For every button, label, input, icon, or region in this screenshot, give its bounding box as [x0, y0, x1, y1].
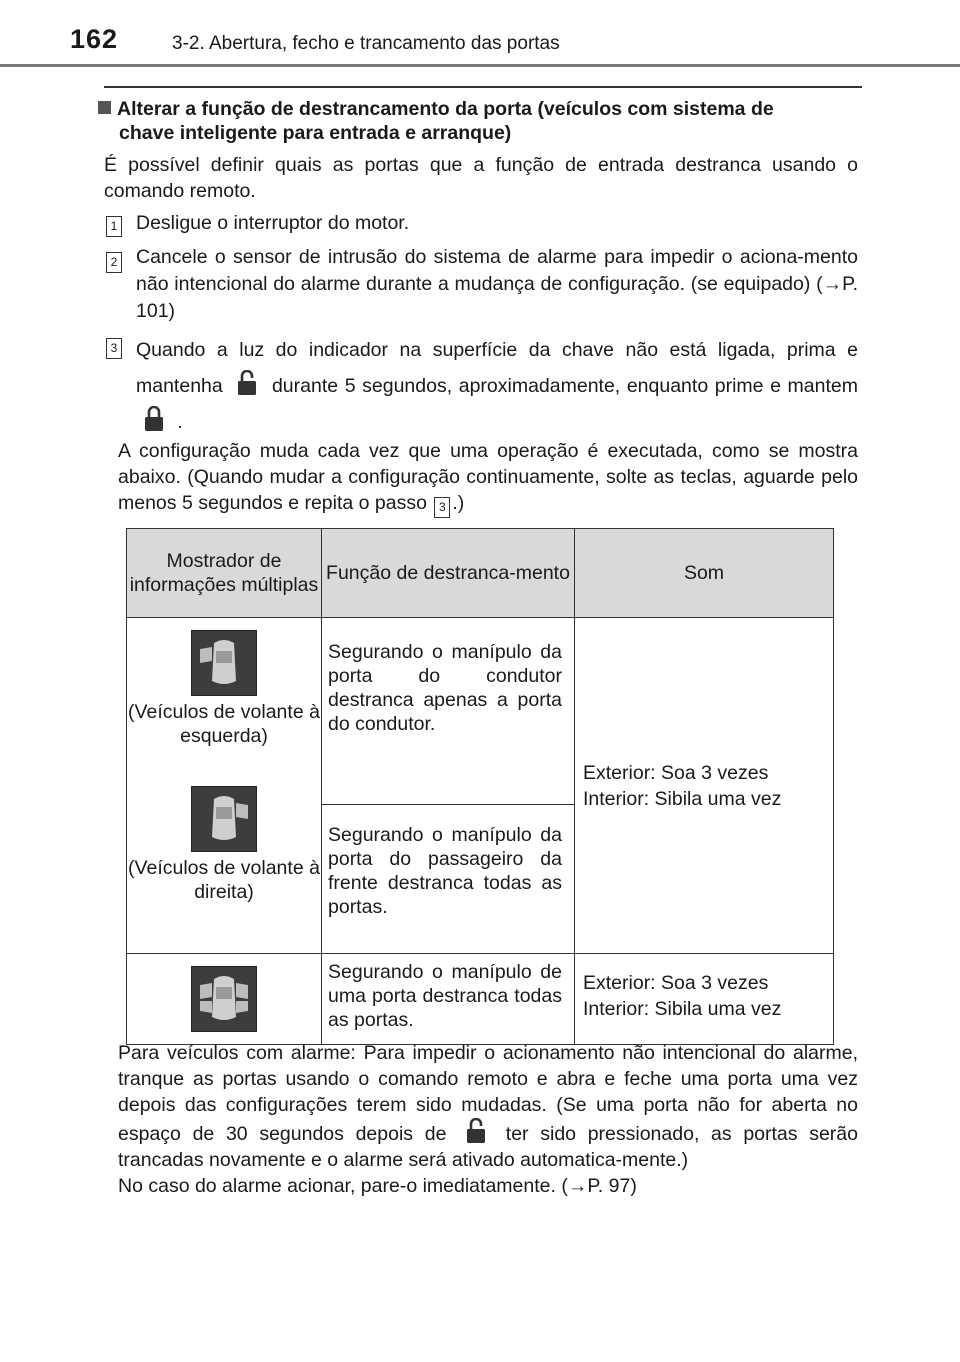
configuration-table	[126, 528, 834, 1045]
table-header-row	[127, 529, 834, 618]
header-divider	[0, 64, 960, 67]
config-note-text-b: .)	[452, 492, 465, 514]
step-number-2: 2	[106, 252, 122, 273]
header-function: Função de destranca-mento	[322, 529, 575, 618]
step-3-text-c: .	[177, 411, 183, 433]
function-passenger-door: Segurando o manípulo da porta do passageiro da frente destranca todas as portas.	[322, 805, 575, 954]
alarm-note	[118, 1040, 858, 1199]
step-1-text: Desligue o interruptor do motor.	[136, 212, 410, 234]
passenger-door-display-icon	[191, 786, 257, 852]
display-cell-1	[127, 618, 322, 954]
sound-cell-2	[575, 954, 834, 1045]
caption-left-hand-drive: (Veículos de volante à esquerda)	[128, 701, 320, 747]
driver-door-display-icon	[191, 630, 257, 696]
heading-square-icon	[98, 101, 111, 114]
table-row	[127, 954, 834, 1045]
config-note	[118, 438, 858, 518]
section-heading	[98, 97, 858, 145]
alarm-note-text-a: Para veículos com alarme: Para impedir o acionamento não intencional do alarme, tranque as portas usando o comando remoto e abra e feche uma porta uma vez depois das configurações terem sido mudadas. (Se uma porta não for aberta no espaço de 30 segundos depois de	[118, 1042, 858, 1145]
all-doors-display-icon	[191, 966, 257, 1032]
step-2-text: Cancele o sensor de intrusão do sistema de alarme para impedir o aciona-mento não intencional do alarme durante a mudança de configuração. (se equipado) (→P. 101)	[136, 246, 858, 322]
step-3-text-a: Quando a luz do indicador na superfície da chave não está ligada, prima e mantenha	[136, 339, 858, 397]
heading-line-1: Alterar a função de destrancamento da porta (veículos com sistema de	[117, 98, 774, 120]
function-driver-door: Segurando o manípulo da porta do condutor destranca apenas a porta do condutor.	[322, 618, 575, 805]
caption-right-hand-drive: (Veículos de volante à direita)	[128, 857, 320, 903]
page-header	[0, 0, 960, 66]
step-reference-3: 3	[434, 497, 450, 518]
heading-line-2: chave inteligente para entrada e arranque)	[119, 122, 512, 144]
content-divider	[104, 86, 862, 88]
display-cell-2	[127, 954, 322, 1045]
sound-cell-1	[575, 618, 834, 954]
section-title: 3-2. Abertura, fecho e trancamento das portas	[172, 33, 560, 54]
header-sound: Som	[575, 529, 834, 618]
step-number-3: 3	[106, 338, 122, 359]
unlock-icon	[237, 370, 257, 396]
unlock-icon	[466, 1118, 486, 1144]
function-any-door: Segurando o manípulo de uma porta destranca todas as portas.	[322, 954, 575, 1045]
step-3-text	[136, 332, 858, 440]
page-number: 162	[70, 24, 119, 54]
config-note-text-a: A configuração muda cada vez que uma operação é executada, como se mostra abaixo. (Quando mudar a configuração continuamente, solte as teclas, aguarde pelo menos 5 segundos e repita o passo	[118, 440, 858, 514]
sound-interior-2: Interior: Sibila uma vez	[583, 998, 782, 1020]
table-row	[127, 618, 834, 805]
alarm-note-text-b: ter sido pressionado, as portas serão trancadas novamente e o alarme será ativado automatica-mente.)	[118, 1123, 858, 1171]
sound-interior-1: Interior: Sibila uma vez	[583, 787, 782, 810]
sound-exterior-1: Exterior: Soa 3 vezes	[583, 761, 769, 784]
sound-exterior-2: Exterior: Soa 3 vezes	[583, 972, 769, 994]
header-display: Mostrador de informações múltiplas	[127, 529, 322, 618]
step-number-1: 1	[106, 216, 122, 237]
step-3-text-b: durante 5 segundos, aproximadamente, enquanto prime e mantem	[271, 375, 859, 397]
alarm-note-last-line: No caso do alarme acionar, pare-o imediatamente. (→P. 97)	[118, 1175, 637, 1197]
intro-paragraph: É possível definir quais as portas que a função de entrada destranca usando o comando remoto.	[104, 154, 858, 202]
lock-icon	[144, 406, 164, 432]
